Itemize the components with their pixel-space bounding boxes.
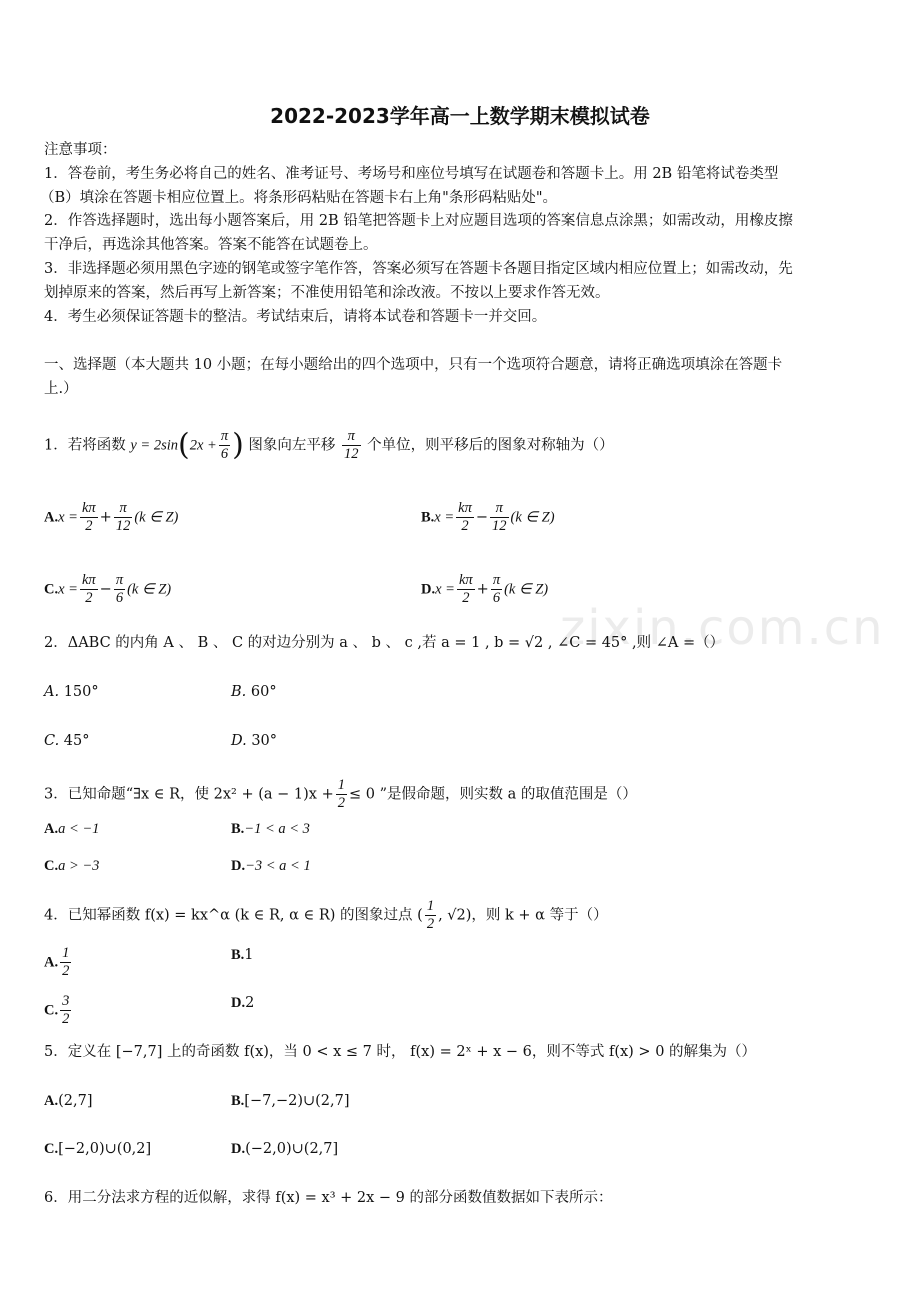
q1-mid: 图象向左平移 (248, 437, 336, 454)
page-title: 2022-2023学年高一上数学期末模拟试卷 (270, 104, 650, 128)
q4-option-b[interactable]: B.1 (231, 947, 254, 963)
q3-option-d[interactable]: D.−3 < a < 1 (231, 858, 311, 874)
q3-frac-half: $\frac{1}{2}$ (337, 777, 345, 811)
q4-option-a[interactable]: A. $\frac{1}{2}$ (44, 945, 70, 979)
question-5: 5．定义在 [−7,7] 上的奇函数 f(x)，当 0 < x ≤ 7 时， f(x) = 2ˣ + x − 6，则不等式 f(x) > 0 的解集为（） (44, 1044, 757, 1060)
notice-line-5: 3．非选择题必须用黑色字迹的钢笔或签字笔作答，答案必须写在答题卡各题目指定区域内相应位置上；如需改动，先 (44, 261, 793, 277)
q2-option-d[interactable]: D. 30° (231, 733, 278, 749)
q2-option-b[interactable]: B. 60° (231, 684, 277, 700)
q5-option-d[interactable]: D.(−2,0)∪(2,7] (231, 1141, 339, 1157)
question-1 (44, 428, 614, 463)
notice-line-3: 2．作答选择题时，选出每小题答案后，用 2B 铅笔把答题卡上对应题目选项的答案信息点涂黑；如需改动，用橡皮擦 (44, 213, 793, 229)
q1-inner: 2x + (189, 437, 217, 454)
q3-option-a[interactable]: A.a < −1 (44, 821, 100, 837)
q1-paren-open: ( (178, 427, 190, 463)
q3-option-c[interactable]: C.a > −3 (44, 858, 100, 874)
q3-option-b[interactable]: B.−1 < a < 3 (231, 821, 310, 837)
q2-option-a[interactable]: A. 150° (44, 684, 99, 700)
q1-func: y = 2sin (130, 437, 178, 454)
question-2: 2．ΔABC 的内角 A 、 B 、 C 的对边分别为 a 、 b 、 c ,若 a = 1 , b = √2 , ∠C = 45° ,则 ∠A =（） (44, 635, 725, 651)
q1-frac-pi-12: $\frac{\pi}{12}$ (344, 428, 359, 462)
notice-line-7: 4．考生必须保证答题卡的整洁。考试结束后，请将本试卷和答题卡一并交回。 (44, 309, 547, 325)
q5-option-c[interactable]: C.[−2,0)∪(0,2] (44, 1141, 152, 1157)
section-heading-line-2: 上.） (44, 381, 78, 397)
q1-option-b[interactable]: B.x = $\frac{k\pi}{2}$ − $\frac{\pi}{12}$ (k ∈ Z) (421, 500, 555, 534)
q1-option-d[interactable]: D.x = $\frac{k\pi}{2}$ + $\frac{\pi}{6}$ (k ∈ Z) (421, 572, 549, 606)
q1-option-c[interactable]: C.x = $\frac{k\pi}{2}$ − $\frac{\pi}{6}$ (k ∈ Z) (44, 572, 172, 606)
q1-tail: 个单位，则平移后的图象对称轴为（） (367, 437, 614, 454)
q1-paren-close: ) (232, 427, 244, 463)
q4-frac-half: $\frac{1}{2}$ (426, 898, 435, 932)
q4-option-c[interactable]: C. $\frac{3}{2}$ (44, 993, 70, 1027)
q1-option-a[interactable]: A.x = $\frac{k\pi}{2}$ + $\frac{\pi}{12}$ (k ∈ Z) (44, 500, 179, 534)
q5-option-b[interactable]: B.[−7,−2)∪(2,7] (231, 1093, 350, 1109)
q1-frac-pi-6: $\frac{\pi}{6}$ (220, 428, 229, 462)
watermark: zixin.com.cn (560, 600, 885, 656)
notice-line-1: 1．答卷前，考生务必将自己的姓名、准考证号、考场号和座位号填写在试题卷和答题卡上。用 2B 铅笔将试卷类型 (44, 166, 779, 182)
question-3: 3．已知命题“∃x ∈ R，使 2x² + (a − 1)x + $\frac{1}{2}$ ≤ 0 ”是假命题，则实数 a 的取值范围是（） (44, 777, 637, 811)
q2-option-c[interactable]: C. 45° (44, 733, 90, 749)
q5-option-a[interactable]: A.(2,7] (44, 1093, 93, 1109)
question-6: 6．用二分法求方程的近似解，求得 f(x) = x³ + 2x − 9 的部分函数值数据如下表所示： (44, 1190, 613, 1206)
q4-option-d[interactable]: D.2 (231, 995, 255, 1011)
notice-line-2: （B）填涂在答题卡相应位置上。将条形码粘贴在答题卡右上角"条形码粘贴处"。 (40, 190, 557, 206)
notice-heading: 注意事项： (44, 142, 117, 158)
q1-number: 1．若将函数 (44, 437, 126, 454)
section-heading-line-1: 一、选择题（本大题共 10 小题；在每小题给出的四个选项中，只有一个选项符合题意，请将正确选项填涂在答题卡 (44, 357, 783, 373)
question-4: 4．已知幂函数 f(x) = kx^α (k ∈ R, α ∈ R) 的图象过点 ( $\frac{1}{2}$ , √2)，则 k + α 等于（） (44, 898, 608, 932)
notice-line-6: 划掉原来的答案，然后再写上新答案；不准使用铅笔和涂改液。不按以上要求作答无效。 (44, 285, 610, 301)
notice-line-4: 干净后，再选涂其他答案。答案不能答在试题卷上。 (44, 237, 378, 253)
